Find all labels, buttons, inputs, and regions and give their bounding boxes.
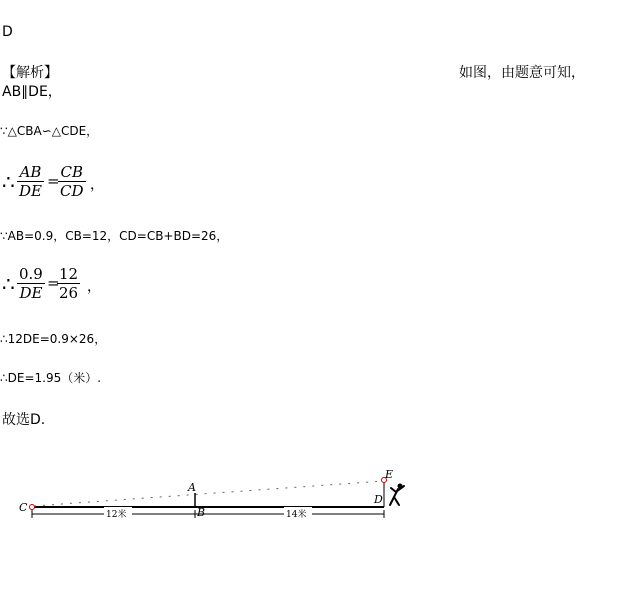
therefore-symbol: ∴	[2, 272, 15, 296]
comma: ，	[87, 279, 101, 295]
label-d: D	[374, 493, 383, 506]
label-a: A	[188, 481, 196, 494]
label-c: C	[19, 501, 28, 514]
therefore-symbol: ∴	[2, 170, 15, 194]
fraction-denominator: CD	[60, 182, 84, 200]
fraction-denominator: DE	[19, 182, 42, 200]
dimension-label-bd: 14米	[286, 510, 307, 520]
comma: ，	[90, 177, 104, 193]
equals-sign: =	[47, 172, 60, 190]
point-c-marker	[30, 505, 35, 510]
fraction-numerator: 0.9	[19, 265, 43, 283]
dimension-label-cb: 12米	[106, 510, 127, 520]
label-e: E	[385, 468, 394, 481]
intro-text: 如图，由题意可知，	[459, 65, 585, 81]
person-icon	[390, 484, 404, 506]
equals-sign: =	[47, 274, 60, 292]
parallel-text: AB∥DE，	[2, 84, 62, 100]
sight-line	[34, 481, 383, 506]
given-values-text: ∵AB=0.9，CB=12，CD=CB+BD=26，	[0, 229, 229, 243]
fraction-denominator: 26	[59, 284, 79, 302]
similar-triangles-text: ∵△CBA∽△CDE，	[0, 124, 99, 138]
product-text: ∴12DE=0.9×26，	[0, 332, 107, 346]
answer-letter: D	[2, 24, 13, 40]
choice-text: 故选D.	[2, 412, 46, 428]
fraction-numerator: AB	[17, 163, 44, 182]
analysis-label: 【解析】	[2, 65, 58, 81]
fraction-numerator: 12	[59, 265, 79, 283]
fraction-denominator: DE	[19, 284, 43, 302]
label-b: B	[197, 506, 206, 519]
result-text: ∴DE=1.95（米）.	[0, 371, 102, 385]
fraction-numerator: CB	[58, 163, 86, 182]
